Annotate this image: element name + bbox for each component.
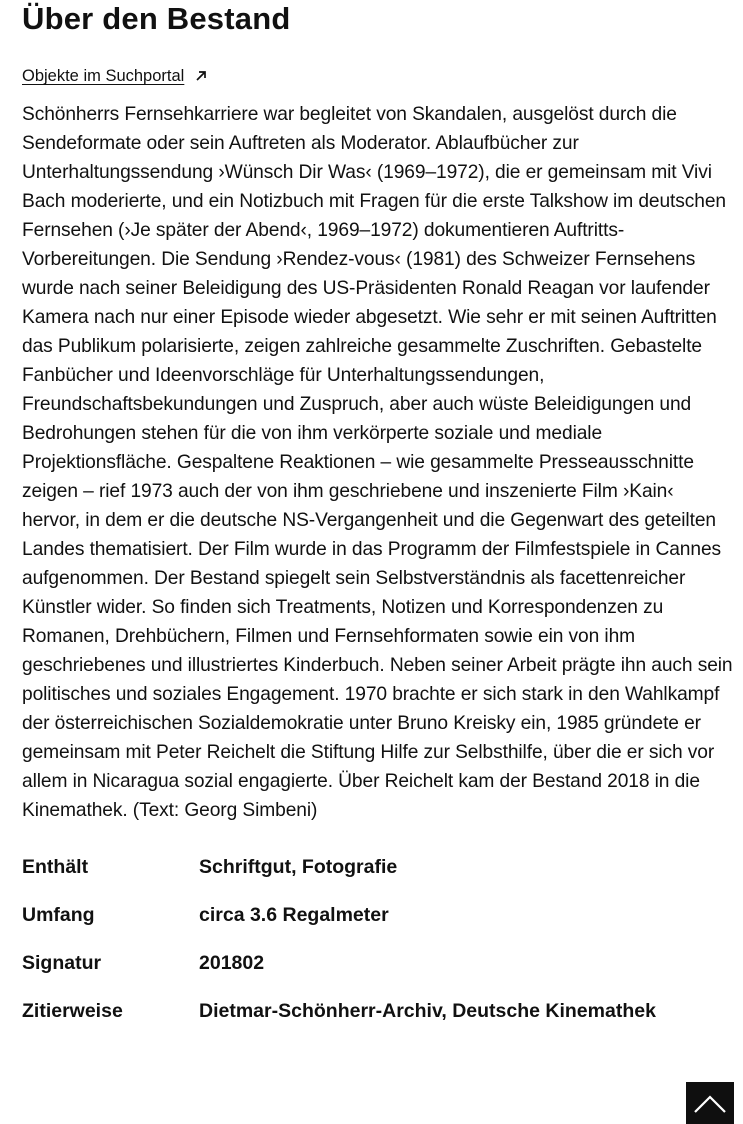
metadata-value: Dietmar-Schönherr-Archiv, Deutsche Kinemathek (199, 999, 656, 1022)
metadata-value: Schriftgut, Fotografie (199, 855, 398, 878)
metadata-row-contains (22, 843, 734, 891)
metadata-key: Enthält (22, 855, 89, 878)
metadata-value: 201802 (199, 951, 265, 974)
metadata-key: Signatur (22, 951, 102, 974)
metadata-row-signature (22, 939, 734, 987)
chevron-up-icon (693, 1092, 727, 1114)
metadata-key: Umfang (22, 903, 95, 926)
arrow-up-right-icon (194, 69, 208, 83)
metadata-row-citation (22, 987, 734, 1035)
scroll-to-top-button[interactable] (686, 1082, 734, 1124)
metadata-list (22, 843, 734, 1035)
section-heading: Über den Bestand (22, 1, 291, 36)
metadata-key: Zitierweise (22, 999, 123, 1022)
collection-description: Schönherrs Fernsehkarriere war begleitet von Skandalen, ausgelöst durch die Sendeformate oder sein Auftreten als Moderator. Ablaufbücher zur Unterhaltungssendung ›Wünsch Dir Was‹ (1969–1972), die er gemeinsam mit Vivi Bach moderierte, und ein Notizbuch mit Fragen für die erste Talkshow im deutschen Fernsehen (›Je später der Abend‹, 1969–1972) dokumentieren Auftritts-Vorbereitungen. Die Sendung ›Rendez-vous‹ (1981) des Schweizer Fernsehens wurde nach seiner Beleidigung des US-Präsidenten Ronald Reagan vor laufender Kamera nach nur einer Episode wieder abgesetzt. Wie sehr er mit seinen Auftritten das Publikum polarisierte, zeigen zahlreiche gesammelte Zuschriften. Gebastelte Fanbücher und Ideenvorschläge für Unterhaltungssendungen, Freundschaftsbekundungen und Zuspruch, aber auch wüste Beleidigungen und Bedrohungen stehen für die von ihm verkörperte soziale und mediale Projektionsfläche. Gespaltene Reaktionen – wie gesammelte Presseausschnitte zeigen – rief 1973 auch der von ihm geschriebene und inszenierte Film ›Kain‹ hervor, in dem er die deutsche NS-Vergangenheit und die Gegenwart des geteilten Landes thematisiert. Der Film wurde in das Programm der Filmfestspiele in Cannes aufgenommen. Der Bestand spiegelt sein Selbstverständnis als facettenreicher Künstler wider. So finden sich Treatments, Notizen und Korrespondenzen zu Romanen, Drehbüchern, Filmen und Fernsehformaten sowie ein von ihm geschriebenes und illustriertes Kinderbuch. Neben seiner Arbeit prägte ihn auch sein politisches und soziales Engagement. 1970 brachte er sich stark in den Wahlkampf der österreichischen Sozialdemokratie unter Bruno Kreisky ein, 1985 gründete er gemeinsam mit Peter Reichelt die Stiftung Hilfe zur Selbsthilfe, über die er sich vor allem in Nicaragua sozial engagierte. Über Reichelt kam der Bestand 2018 in die Kinemathek. (Text: Georg Simbeni) (22, 104, 733, 821)
search-portal-link-label: Objekte im Suchportal (22, 67, 185, 85)
search-portal-link[interactable] (22, 66, 208, 86)
metadata-value: circa 3.6 Regalmeter (199, 903, 389, 926)
metadata-row-extent (22, 891, 734, 939)
collection-section (22, 0, 734, 1035)
